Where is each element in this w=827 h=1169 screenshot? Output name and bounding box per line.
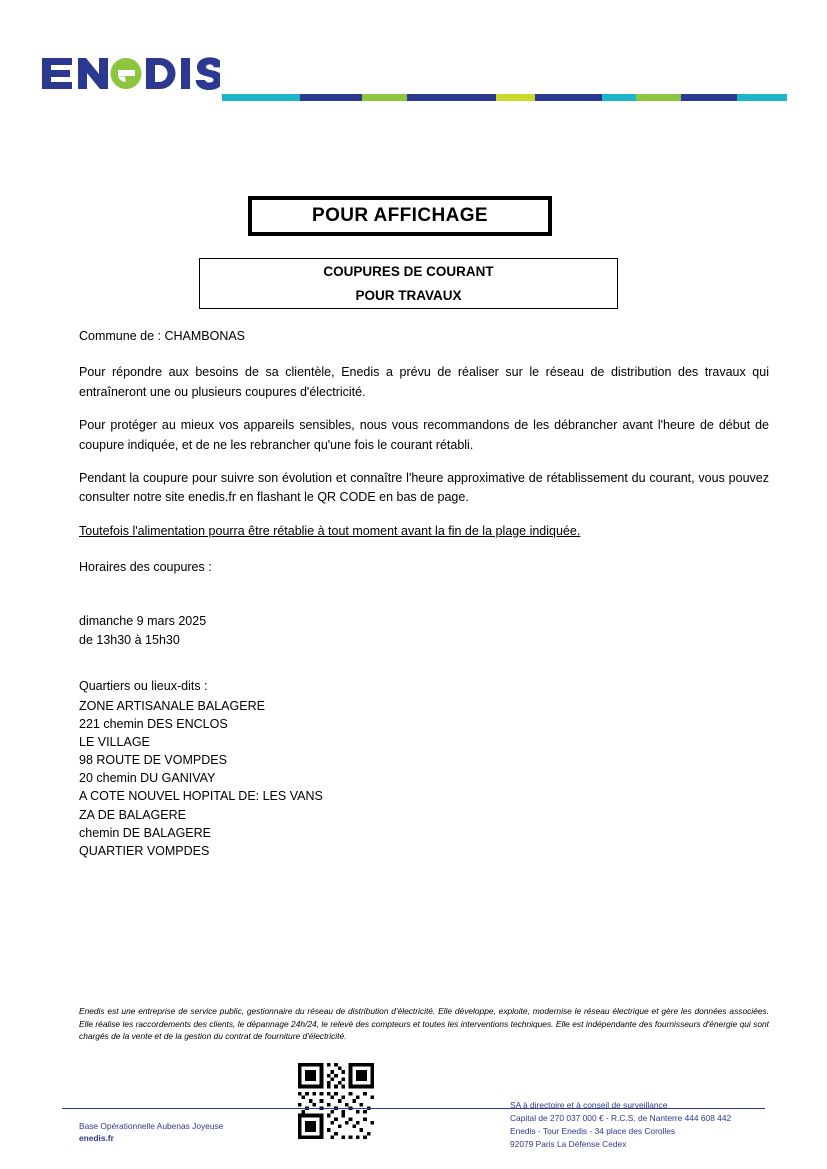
schedule-date: dimanche 9 mars 2025 [79, 614, 207, 629]
subtitle-box [199, 258, 618, 309]
qr-code[interactable] [298, 1063, 374, 1139]
schedule-label: Horaires des coupures : [79, 560, 212, 574]
footer-legal-4: 92079 Paris La Défense Cedex [510, 1139, 627, 1150]
paragraph-4-underlined: Toutefois l'alimentation pourra être rétablie à tout moment avant la fin de la plage indiquée. [79, 523, 581, 538]
list-item: LE VILLAGE [79, 735, 150, 749]
paragraph-1: Pour répondre aux besoins de sa clientèle, Enedis a prévu de réaliser sur le réseau de distribution des travaux qui entraîneront une ou plusieurs coupures d'électricité. [79, 365, 769, 399]
paragraph-3: Pendant la coupure pour suivre son évolution et connaître l'heure approximative de rétablissement du courant, vous pouvez consulter notre site enedis.fr en flashant le QR CODE en bas de page. [79, 470, 769, 505]
footer-legal-2: Capital de 270 037 000 € - R.C.S. de Nanterre 444 608 442 [510, 1113, 732, 1124]
footer-left-block [79, 1120, 223, 1144]
footer-legal-3: Enedis - Tour Enedis - 34 place des Corolles [510, 1126, 676, 1137]
list-item: A COTE NOUVEL HOPITAL DE: LES VANS [79, 789, 323, 804]
list-item: 20 chemin DU GANIVAY [79, 771, 216, 786]
footer-right-block [510, 1099, 731, 1151]
commune-line: Commune de : CHAMBONAS [79, 329, 246, 343]
footer-legal-1: SA à directoire et à conseil de surveillance [510, 1100, 668, 1110]
list-item: QUARTIER VOMPDES [79, 843, 210, 858]
list-item: ZA DE BALAGERE [79, 807, 186, 822]
page-title: POUR AFFICHAGE [312, 205, 488, 226]
main-title-inner-border [251, 199, 549, 233]
footer-agency: Base Opérationnelle Aubenas Joyeuse [79, 1121, 224, 1131]
brand-color-rule [222, 94, 787, 101]
list-item: 98 ROUTE DE VOMPDES [79, 753, 227, 768]
list-item: ZONE ARTISANALE BALAGERE [79, 698, 265, 713]
legal-disclaimer: Enedis est une entreprise de service public, gestionnaire du réseau de distribution d'électricité. Elle développe, exploite, modernise le réseau électrique et gère les données associées. Elle réalise les raccordements des clients, le dépannage 24h/24, le relevé des compteurs et toutes les interventions techniques. Elle est indépendante des fournisseurs d'énergie qui sont chargés de la vente et de la gestion du contrat de fourniture d'électricité. [79, 1006, 769, 1042]
paragraph-2: Pour protéger au mieux vos appareils sensibles, nous vous recommandons de les débrancher avant l'heure de début de coupure indiquée, et de ne les rebrancher qu'une fois le courant rétabli. [79, 418, 769, 452]
schedule-block [79, 612, 769, 648]
schedule-time: de 13h30 à 15h30 [79, 632, 180, 647]
list-item: chemin DE BALAGERE [79, 825, 211, 840]
subtitle-line-2: POUR TRAVAUX [355, 287, 462, 303]
enedis-logo [40, 52, 220, 98]
locations-label: Quartiers ou lieux-dits : [79, 678, 208, 693]
locations-block [79, 677, 769, 860]
document-body [79, 327, 769, 860]
subtitle-line-1: COUPURES DE COURANT [323, 263, 494, 279]
list-item: 221 chemin DES ENCLOS [79, 716, 228, 731]
main-title-box [248, 196, 552, 236]
footer-website[interactable]: enedis.fr [79, 1133, 114, 1144]
document-header [40, 52, 787, 112]
